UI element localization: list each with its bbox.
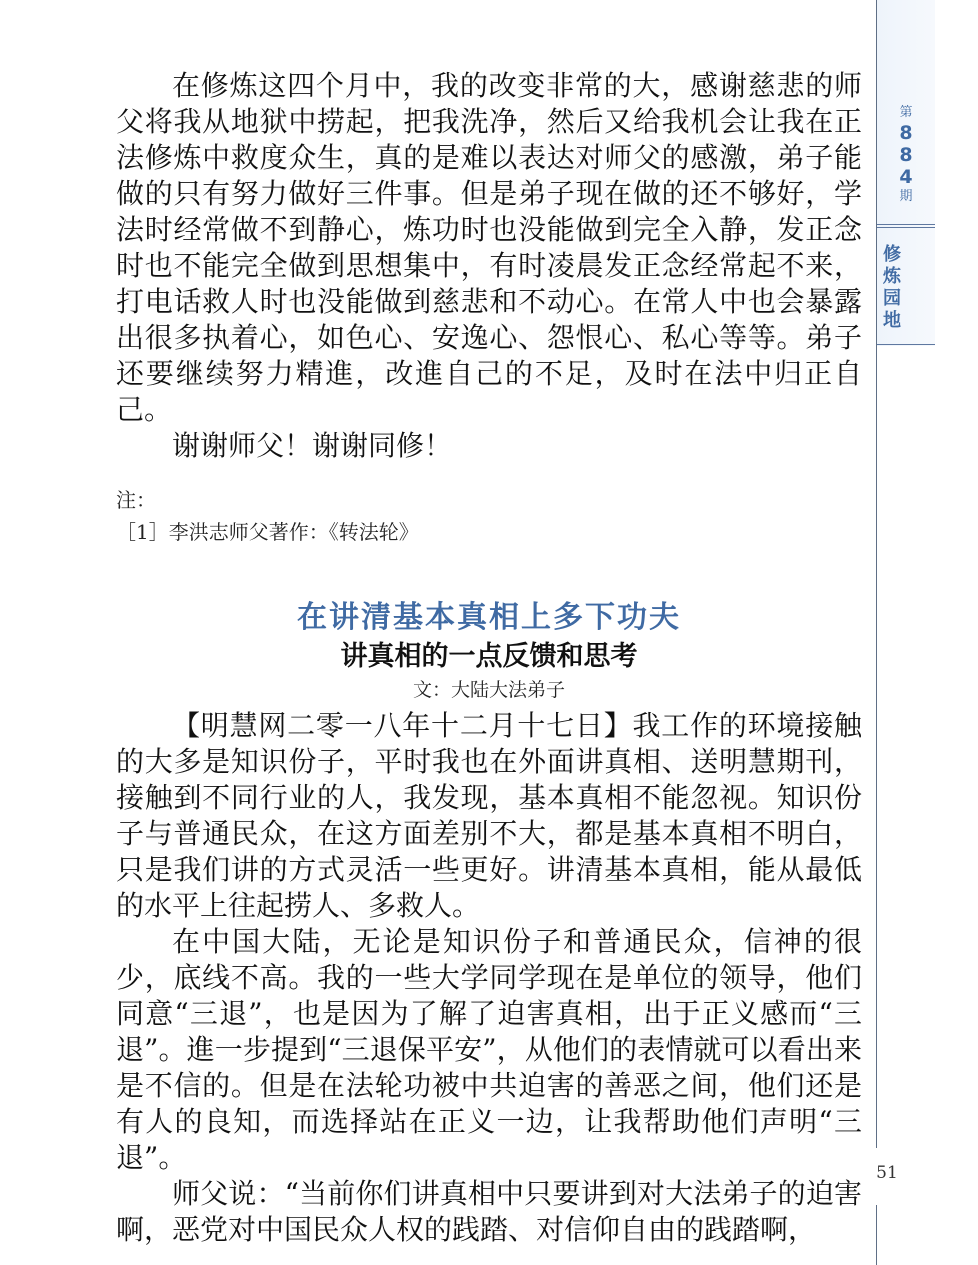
issue-prefix: 第 (899, 105, 913, 120)
section-char: 地 (883, 310, 901, 331)
sidebar-separator (877, 224, 935, 228)
note-item: ［1］李洪志师父著作：《转法轮》 (116, 520, 419, 544)
section-char: 修 (883, 244, 901, 265)
article-title: 在讲清基本真相上多下功夫 (297, 600, 681, 635)
article-paragraph: 【明慧网二零一八年十二月十七日】我工作的环境接触的大多是知识份子，平时我也在外面讲真相、送明慧期刊，接触到不同行业的人，我发现，基本真相不能忽视。知识份子与普通民众，在这方面差别不大，都是基本真相不明白，只是我们讲的方式灵活一些更好。讲清基本真相，能从最低的水平上往起捞人、多救人。 (116, 709, 862, 922)
issue-digit: 8 (899, 122, 913, 144)
notes-section (116, 484, 862, 548)
issue-digit: 8 (899, 144, 913, 166)
body-paragraph: 谢谢师父！谢谢同修！ (172, 429, 453, 462)
body-paragraph: 在修炼这四个月中，我的改变非常的大，感谢慈悲的师父将我从地狱中捞起，把我洗净，然后又给我机会让我在正法修炼中救度众生，真的是难以表达对师父的感激，弟子能做的只有努力做好三件事。但是弟子现在做的还不够好，学法时经常做不到静心，炼功时也没能做到完全入静，发正念时也不能完全做到思想集中，有时凌晨发正念经常起不来，打电话救人时也没能做到慈悲和不动心。在常人中也会暴露出很多执着心，如色心、安逸心、怨恨心、私心等等。弟子还要继续努力精進，改進自己的不足，及时在法中归正自己。 (116, 69, 862, 426)
article-author: 文：大陆大法弟子 (412, 679, 565, 701)
issue-digit: 4 (899, 166, 913, 188)
sidebar-separator-bottom (877, 344, 935, 345)
issue-suffix: 期 (899, 189, 913, 204)
sidebar-divider-line-bottom (876, 1205, 877, 1265)
section-name-label (877, 244, 907, 332)
section-char: 园 (883, 288, 901, 309)
issue-digits (877, 122, 935, 188)
page-content (116, 68, 862, 1248)
notes-title: 注： (116, 488, 156, 512)
page-number: 51 (876, 1163, 898, 1183)
article-subtitle: 讲真相的一点反馈和思考 (340, 641, 638, 672)
article-paragraph: 在中国大陆，无论是知识份子和普通民众，信神的很少，底线不高。我的一些大学同学现在是单位的领导，他们同意“三退”，也是因为了解了迫害真相，出于正义感而“三退”。進一步提到“三退保平安”，从他们的表情就可以看出来是不信的。但是在法轮功被中共迫害的善恶之间，他们还是有人的良知，而选择站在正义一边，让我帮助他们声明“三退”。 (116, 925, 862, 1174)
issue-number-label (877, 104, 935, 224)
section-char: 炼 (883, 266, 901, 287)
article-paragraph: 师父说：“当前你们讲真相中只要讲到对大法弟子的迫害啊，恶党对中国民众人权的践踏、对信仰自由的践踏啊， (116, 1177, 862, 1246)
